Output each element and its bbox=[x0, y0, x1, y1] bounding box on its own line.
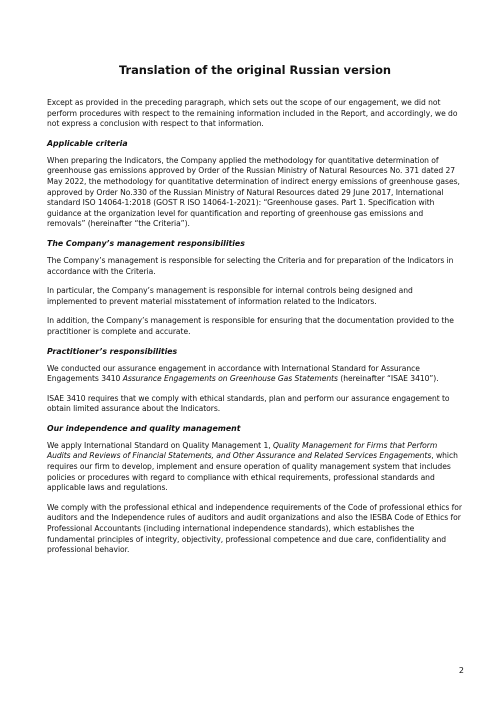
independence-p1-text-a: We apply International Standard on Quality Management 1, bbox=[47, 440, 273, 450]
document-page bbox=[47, 63, 463, 565]
section-heading-practitioner: Practitioner’s responsibilities bbox=[47, 346, 178, 356]
independence-p1-standard-title: Quality Management for Firms that Perform Audits and Reviews of Financial Statements, and Other Assurance and Related Services Engagements bbox=[47, 440, 438, 461]
management-paragraph-1: The Company’s management is responsible for selecting the Criteria and for preparation of the Indicators in accordance with the Criteria. bbox=[47, 255, 454, 276]
page-number: 2 bbox=[458, 666, 464, 675]
independence-paragraph-2: We comply with the professional ethical and independence requirements of the Code of professional ethics for auditors and the Independence rules of auditors and audit organizations and also the IESBA Code of Ethics for Professional Accountants (including international independence standards), which establishes the fundamental principles of integrity, objectivity, professional competence and due care, confidentiality and professional behavior. bbox=[47, 502, 462, 555]
practitioner-p1-text-c: (hereinafter “ISAE 3410”). bbox=[337, 374, 439, 384]
independence-p1-text-c: , which requires our firm to develop, implement and ensure operation of quality management system that includes policies or procedures with regard to compliance with ethical requirements, professional standards and applicable laws and regulations. bbox=[47, 451, 458, 493]
practitioner-paragraph-2: ISAE 3410 requires that we comply with ethical standards, plan and perform our assurance engagement to obtain limited assurance about the Indicators. bbox=[47, 393, 450, 414]
intro-paragraph: Except as provided in the preceding paragraph, which sets out the scope of our engagement, we did not perform procedures with respect to the remaining information included in the Report, and accordingly, we do not express a conclusion with respect to that information. bbox=[47, 98, 458, 129]
practitioner-p1-text-a: We conducted our assurance engagement in accordance with International Standard for Assurance Engagements 3410 bbox=[47, 363, 420, 384]
practitioner-paragraph-1 bbox=[47, 364, 463, 385]
section-heading-criteria: Applicable criteria bbox=[47, 138, 128, 148]
management-paragraph-2: In particular, the Company’s management is responsible for internal controls being designed and implemented to prevent material misstatement of information related to the Indicators. bbox=[47, 286, 413, 306]
criteria-paragraph: When preparing the Indicators, the Company applied the methodology for quantitative determination of greenhouse gas emissions approved by Order of the Russian Ministry of Natural Resources No. 371 dated 27 May 2022, the methodology for quantitative determination of indirect energy emissions of greenhouse gases, approved by Order No.330 of the Russian Ministry of Natural Resources dated 29 June 2017, International standard ISO 14064-1:2018 (GOST R ISO 14064-1-2021): “Greenhouse gases. Part 1. Specification with guidance at the organization level for quantification and reporting of greenhouse gas emissions and removals” (hereinafter “the Criteria”). bbox=[47, 155, 460, 229]
independence-paragraph-1 bbox=[47, 441, 463, 494]
section-heading-independence: Our independence and quality management bbox=[47, 423, 241, 433]
page-title: Translation of the original Russian version bbox=[118, 63, 392, 77]
practitioner-p1-standard-title: Assurance Engagements on Greenhouse Gas Statements bbox=[122, 374, 338, 384]
section-heading-management: The Company’s management responsibilities bbox=[47, 238, 245, 248]
management-paragraph-3: In addition, the Company’s management is responsible for ensuring that the documentation provided to the practitioner is complete and accurate. bbox=[47, 316, 454, 336]
